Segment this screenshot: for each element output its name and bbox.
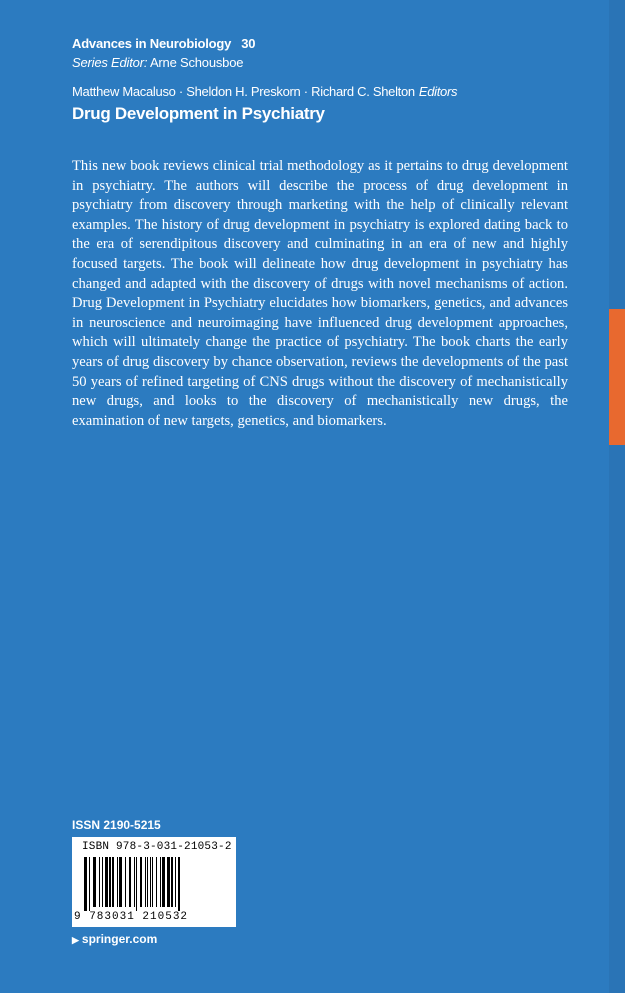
barcode-bar bbox=[99, 857, 100, 907]
barcode-bar bbox=[145, 857, 146, 907]
barcode-bar bbox=[140, 857, 142, 907]
barcode-bar bbox=[125, 857, 126, 907]
barcode-bar bbox=[134, 857, 135, 907]
series-volume: 30 bbox=[241, 36, 256, 51]
series-name: Advances in Neurobiology bbox=[72, 36, 232, 51]
barcode-bar bbox=[150, 857, 151, 907]
publisher-url: springer.com bbox=[81, 932, 158, 946]
barcode-bar bbox=[93, 857, 96, 907]
barcode-bar bbox=[167, 857, 170, 907]
barcode-bar bbox=[178, 857, 180, 911]
barcode-bar bbox=[162, 857, 165, 907]
barcode-bar bbox=[171, 857, 173, 907]
series-editor bbox=[72, 55, 243, 70]
isbn-text: ISBN 978-3-031-21053-2 bbox=[82, 841, 232, 853]
barcode-bar bbox=[147, 857, 148, 907]
barcode-bar bbox=[84, 857, 87, 911]
barcode-bar bbox=[152, 857, 153, 907]
barcode-bar bbox=[129, 857, 131, 907]
book-title: Drug Development in Psychiatry bbox=[72, 104, 325, 123]
barcode-bar bbox=[112, 857, 114, 907]
series-editor-label: Series Editor: bbox=[72, 55, 148, 70]
barcode-bar bbox=[105, 857, 108, 907]
barcode-bar bbox=[117, 857, 118, 907]
barcode-bar bbox=[102, 857, 103, 907]
barcode-bars bbox=[80, 857, 230, 911]
barcode-bar bbox=[109, 857, 111, 907]
series-editor-name: Arne Schousboe bbox=[149, 55, 244, 70]
issn-number: ISSN 2190-5215 bbox=[72, 818, 161, 832]
series-title bbox=[72, 36, 255, 51]
barcode-bar bbox=[156, 857, 157, 907]
barcode-bar bbox=[160, 857, 161, 907]
spine-edge bbox=[609, 0, 625, 993]
editor-names: Matthew Macaluso · Sheldon H. Preskorn · Richard C. Shelton bbox=[72, 84, 415, 99]
barcode-bar bbox=[175, 857, 176, 907]
triangle-right-icon: ▶ bbox=[72, 935, 79, 945]
publisher-link[interactable] bbox=[72, 932, 157, 946]
isbn-barcode bbox=[72, 837, 236, 927]
barcode-bar bbox=[89, 857, 90, 911]
accent-tab bbox=[609, 309, 625, 445]
book-editors bbox=[72, 84, 457, 99]
barcode-bar bbox=[119, 857, 122, 907]
editor-role: Editors bbox=[418, 84, 458, 99]
ean-digits: 9 783031 210532 bbox=[74, 911, 189, 923]
book-description: This new book reviews clinical trial methodology as it pertains to drug development in psychiatry. The authors will describe the process of drug development in psychiatry from discovery through marketing with the help of clinically relevant examples. The history of drug development in psychiatry is explored dating back to the era of serendipitous discovery and culminating in an era of new and highly focused targets. The book will delineate how drug development in psychiatry has changed and adapted with the discovery of drugs with novel mechanisms of action. Drug Development in Psychiatry elucidates how biomarkers, genetics, and advances in neuroscience and neuroimaging have influenced drug development approaches, which will ultimately change the practice of psychiatry. The book charts the early years of drug discovery by chance observation, reviews the developments of the past 50 years of refined targeting of CNS drugs without the discovery of mechanistically new drugs, and looks to the discovery of mechanistically new drugs, the examination of new targets, genetics, and biomarkers. bbox=[72, 158, 568, 429]
barcode-bar bbox=[136, 857, 137, 911]
